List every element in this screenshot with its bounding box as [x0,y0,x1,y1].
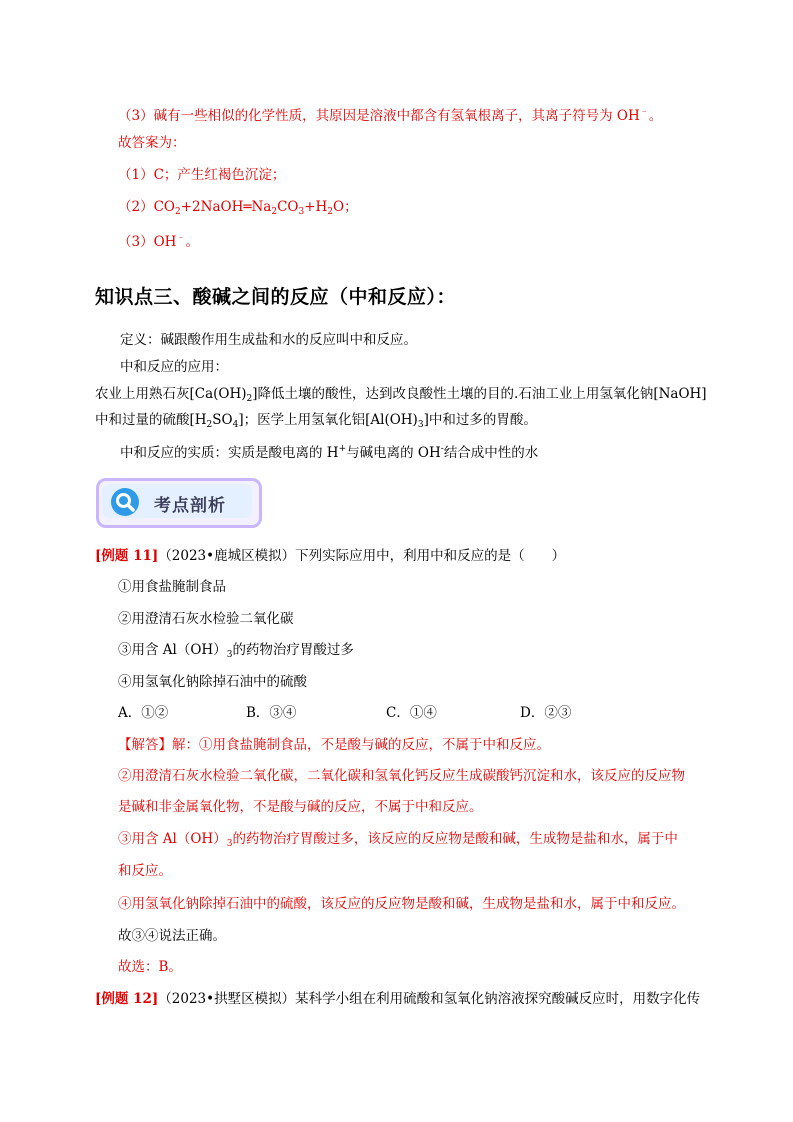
essence-text [120,440,538,462]
superscript: - [440,444,444,454]
example-11-item-1: ①用食盐腌制食品 [118,579,226,595]
magnifier-icon [110,487,140,517]
solution-tag: 【解答】 [118,737,172,753]
definition-text: 定义：碱跟酸作用生成盐和水的反应叫中和反应。 [120,332,417,348]
app-text: 农业上用熟石灰[Ca(OH) [95,386,247,402]
answer-line-3 [118,103,662,125]
answer-2-part: +2NaOH═Na [180,199,272,215]
badge-label: 考点剖析 [154,496,226,516]
subscript: 2 [246,394,253,404]
example-tag: [例题 12] [95,991,159,1007]
answer-2-part: +H [304,199,328,215]
subscript: 2 [206,420,213,430]
essence-part: 结合成中性的水 [443,445,539,461]
example-stem-text: （2023•鹿城区模拟）下列实际应用中，利用中和反应的是（ ） [158,548,566,564]
answer-3-part: （3）OH [118,234,177,250]
answer-2-part: O； [333,199,358,215]
subscript: 3 [417,420,424,430]
solution-line-5: 和反应。 [118,863,172,879]
example-stem-text: （2023•拱墅区模拟）某科学小组在利用硫酸和氢氧化钠溶液探究酸碱反应时，用数字化传 [158,991,701,1007]
item-text: ③用含 Al（OH） [118,642,227,658]
option-d: D．②③ [520,705,572,721]
answer-2 [118,198,358,221]
solution-conclusion: 故③④说法正确。 [118,928,226,944]
solution-text: 的药物治疗胃酸过多，该反应的反应物是酸和碱，生成物是盐和水，属于中 [232,831,678,847]
section-title: 知识点三、酸碱之间的反应（中和反应）： [95,286,457,308]
solution-line-3: 是碱和非金属氧化物，不是酸与碱的反应，不属于中和反应。 [118,799,483,815]
answer-3 [118,229,199,251]
application-title: 中和反应的应用： [120,359,228,375]
example-tag: [例题 11] [95,548,159,564]
subscript: 3 [226,839,233,849]
app-text: ]降低土壤的酸性，达到改良酸性土壤的目的.石油工业上用氢氧化钠[NaOH] [252,386,707,402]
solution-text: 解：①用食盐腌制食品，不是酸与碱的反应，不属于中和反应。 [172,737,550,753]
answer-3-part: 。 [185,234,199,250]
answer-line-3-text: （3）碱有一些相似的化学性质，其原因是溶液中都含有氢氧根离子，其离子符号为 OH [118,108,640,124]
example-12-stem [95,990,700,1008]
app-text: 中和过量的硫酸[H [95,412,207,428]
answer-2-part: CO [277,199,299,215]
option-c: C．①④ [386,705,437,721]
item-text: 的药物治疗胃酸过多 [232,642,354,658]
solution-text: ③用含 Al（OH） [118,831,227,847]
application-line-2 [95,411,537,434]
section-badge [96,478,262,528]
subscript: 3 [226,650,233,660]
solution-line-1 [118,736,550,754]
subscript: 2 [175,207,181,217]
solution-line-4 [118,830,678,853]
answer-1: （1）C；产生红褐色沉淀； [118,167,286,183]
option-a: A．①② [118,705,169,721]
subscript: 2 [327,207,334,217]
essence-part: 中和反应的实质：实质是酸电离的 H [120,445,339,461]
app-text: ]；医学上用氢氧化铝[Al(OH) [238,412,418,428]
example-11-item-3 [118,641,354,664]
solution-line-6: ④用氢氧化钠除掉石油中的硫酸，该反应的反应物是酸和碱，生成物是盐和水，属于中和反应。 [118,896,685,912]
subscript: 4 [232,420,239,430]
subscript: 3 [298,207,305,217]
solution-choice: 故选：B。 [118,959,182,975]
application-line-1 [95,385,707,408]
option-b: B．③④ [246,705,297,721]
example-11-item-2: ②用澄清石灰水检验二氧化碳 [118,611,294,627]
superscript: + [338,444,347,454]
example-11-stem [95,547,565,565]
superscript: ﹣ [176,233,186,243]
answer-intro: 故答案为： [118,135,186,151]
answer-2-part: （2）CO [118,199,175,215]
subscript: 2 [271,207,278,217]
answer-line-3-end: 。 [648,108,663,124]
app-text: ]中和过多的胃酸。 [423,412,537,428]
essence-part: 与碱电离的 OH [346,445,441,461]
superscript: ﹣ [639,107,649,117]
example-11-item-4: ④用氢氧化钠除掉石油中的硫酸 [118,674,307,690]
solution-line-2: ②用澄清石灰水检验二氧化碳，二氧化碳和氢氧化钙反应生成碳酸钙沉淀和水，该反应的反应物 [118,768,685,784]
app-text: SO [212,412,233,428]
